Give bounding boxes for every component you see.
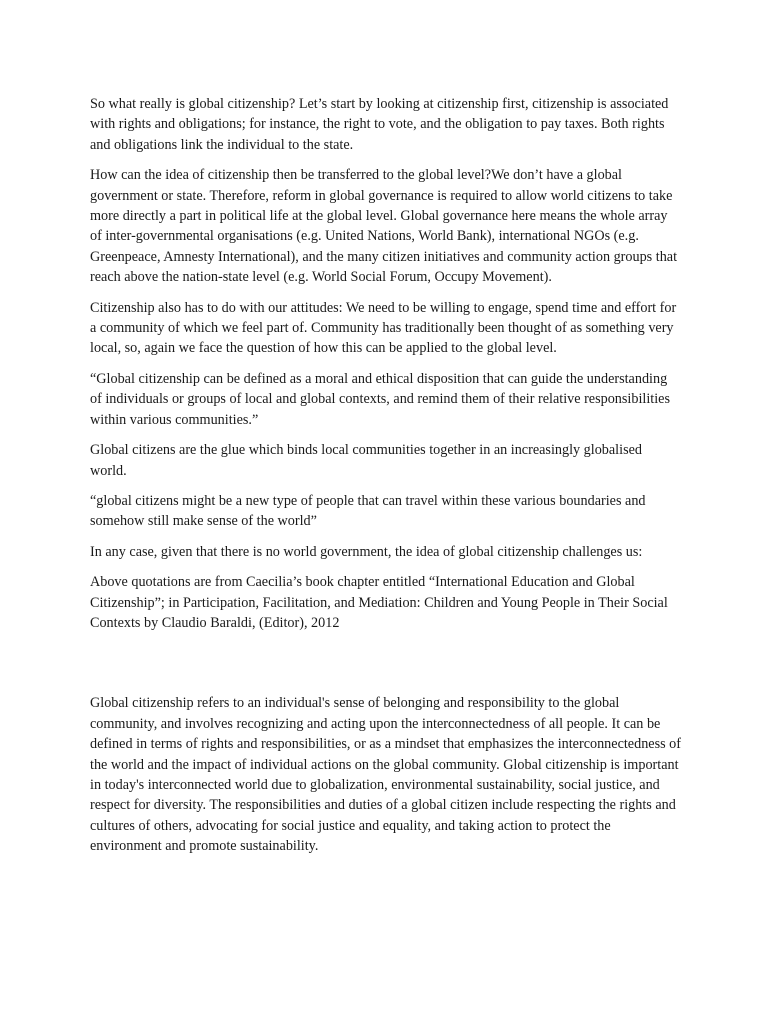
paragraph-quote-definition: “Global citizenship can be defined as a moral and ethical disposition that can guide the understanding of individuals or groups of local and global contexts, and remind them of their relative responsibilities within various communities.”: [90, 370, 670, 428]
document-page: [90, 94, 682, 867]
paragraph-attitudes: Citizenship also has to do with our attitudes: We need to be willing to engage, spend time and effort for a community of which we feel part of. Community has traditionally been thought of as something very local, so, again we face the question of how this can be applied to the global level.: [90, 299, 677, 357]
section-spacer: [90, 643, 682, 693]
paragraph-quote-new-people: “global citizens might be a new type of people that can travel within these various boundaries and somehow still make sense of the world”: [90, 492, 646, 530]
paragraph-summary: Global citizenship refers to an individual's sense of belonging and responsibility to the global community, and involves recognizing and acting upon the interconnectedness of all people. It can be defined in terms of rights and responsibilities, or as a mindset that emphasizes the interconnectedness of the world and the impact of individual actions on the global community. Global citizenship is important in today's interconnected world due to globalization, environmental sustainability, social justice, and respect for diversity. The responsibilities and duties of a global citizen include respecting the rights and cultures of others, advocating for social justice and equality, and taking action to protect the environment and promote sustainability.: [90, 695, 681, 855]
paragraph-challenge: In any case, given that there is no world government, the idea of global citizenship challenges us:: [90, 543, 643, 560]
paragraph-citizenship-intro: So what really is global citizenship? Let’s start by looking at citizenship first, citizenship is associated with rights and obligations; for instance, the right to vote, and the obligation to pay taxes. Both rights and obligations link the individual to the state.: [90, 96, 669, 153]
paragraph-glue: Global citizens are the glue which binds local communities together in an increasingly globalised world.: [90, 442, 642, 479]
paragraph-citation: Above quotations are from Caecilia’s book chapter entitled “International Education and Global Citizenship”; in Participation, Facilitation, and Mediation: Children and Young People in Their Social Contexts by Claudio Baraldi, (Editor), 2012: [90, 574, 668, 631]
paragraph-global-governance: How can the idea of citizenship then be transferred to the global level?We don’t have a global government or state. Therefore, reform in global governance is required to allow world citizens to take more directly a part in political life at the global level. Global governance here means the whole array of inter-governmental organisations (e.g. United Nations, World Bank), international NGOs (e.g. Greenpeace, Amnesty International), and the many citizen initiatives and community action groups that reach above the nation-state level (e.g. World Social Forum, Occupy Movement).: [90, 167, 678, 286]
